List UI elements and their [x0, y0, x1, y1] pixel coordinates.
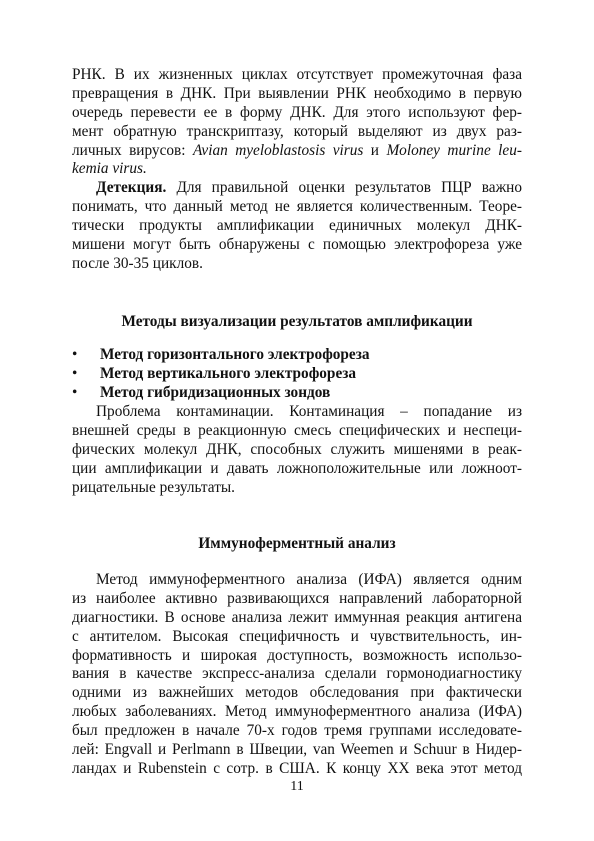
text-line: Метод иммуноферментного анализа (ИФА) является одним — [96, 571, 522, 588]
bullet-icon: • — [72, 364, 78, 382]
text-line: из наиболее активно развивающихся направлений лабораторной — [72, 589, 522, 607]
text-line: после 30-35 циклов. — [72, 254, 203, 272]
text-line: очередь перевести ее в форму ДНК. Для этого используют фер- — [72, 103, 522, 121]
text-line: мишени могут быть обнаружены с помощью электрофореза уже — [72, 236, 522, 254]
paragraph-elisa — [72, 571, 522, 779]
section-heading-elisa: Иммуноферментный анализ — [198, 535, 396, 552]
virus-name-avian: Avian myeloblastosis virus — [192, 141, 364, 159]
text-run: и — [363, 141, 387, 159]
virus-name-moloney: Moloney murine leu- — [386, 141, 522, 159]
text-line: лей: Engvall и Perlmann в Швеции, van Weemen и Schuur в Нидер- — [72, 741, 522, 759]
list-item — [72, 384, 522, 403]
bullet-icon: • — [72, 383, 78, 401]
text-line: ландах и Rubenstein с сотр. в США. К концу ХХ века этот метод — [72, 759, 522, 777]
text-line: рицательные результаты. — [72, 478, 235, 496]
text-line: был предложен в начале 70-х годов тремя группами исследовате- — [72, 722, 522, 740]
text-line: мент обратную транскриптазу, который выделяют из двух раз- — [72, 122, 522, 140]
text-line: вания в качестве экспресс-анализа сделали гормонодиагностику — [72, 665, 522, 683]
list-item-label: Метод вертикального электрофореза — [100, 364, 357, 382]
list-item-label: Метод горизонтального электрофореза — [100, 346, 370, 363]
list-item — [72, 365, 522, 384]
page-number: 11 — [290, 779, 304, 794]
text-line — [72, 179, 522, 198]
paragraph-contamination — [72, 403, 522, 497]
text-line: любых заболеваниях. Метод иммуноферментного анализа (ИФА) — [72, 703, 522, 721]
virus-name-moloney-cont: kemia virus. — [72, 160, 147, 178]
text-line — [72, 142, 522, 161]
section-heading-visualization: Методы визуализации результатов амплификации — [121, 313, 473, 330]
text-line: формативность и широкая доступность, возможность использо- — [72, 646, 522, 664]
text-run: Для правильной оценки результатов ПЦР важно — [166, 179, 522, 197]
list-item-label: Метод гибридизационных зондов — [100, 383, 331, 401]
paragraph-rna-transcription — [72, 66, 522, 274]
list-item — [72, 346, 522, 365]
text-line: одними из важнейших методов обследования при фактически — [72, 684, 522, 702]
detection-lead: Детекция. — [96, 179, 167, 197]
text-line: ции амплификации и давать ложноположительные или ложноот- — [72, 459, 522, 477]
text-line: диагностики. В основе анализа лежит иммунная реакция антигена — [72, 608, 522, 626]
method-list — [72, 346, 522, 403]
text-line: внешней среды в реакционную смесь специфических и неспеци- — [72, 421, 522, 439]
bullet-icon: • — [72, 346, 78, 363]
text-line: РНК. В их жизненных циклах отсутствует промежуточная фаза — [72, 66, 522, 83]
text-line: понимать, что данный метод не является количественным. Теоре- — [72, 198, 522, 216]
text-line: с антителом. Высокая специфичность и чувствительность, ин- — [72, 627, 522, 645]
text-line — [72, 160, 522, 179]
text-line: тически продукты амплификации единичных молекул ДНК- — [72, 217, 522, 235]
text-line: Проблема контаминации. Контаминация – попадание из — [96, 403, 522, 420]
text-run: личных вирусов: — [72, 141, 193, 159]
text-line: фических молекул ДНК, способных служить мишенями в реак- — [72, 440, 522, 458]
text-line: превращения в ДНК. При выявлении РНК необходимо в первую — [72, 84, 522, 102]
